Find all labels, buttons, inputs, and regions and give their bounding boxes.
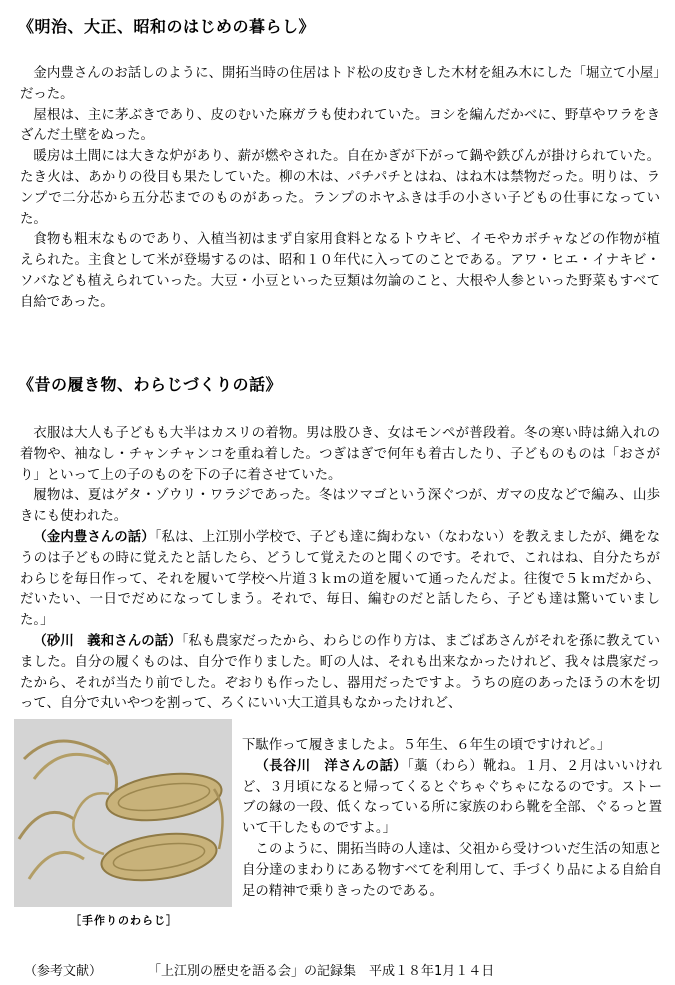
section2-paragraph-2: 履物は、夏はゲタ・ゾウリ・ワラジであった。冬はツマゴという深ぐつが、ガマの皮などで編み、山歩きにも使われた。: [20, 488, 660, 525]
straw-sandals-photo: [14, 719, 232, 907]
straw-sandals-illustration: [14, 719, 232, 907]
photo-caption: ［手作りのわらじ］: [70, 914, 178, 927]
reference-text: 「上江別の歴史を語る会」の記録集 平成１８年1月１４日: [148, 964, 495, 979]
quote-hasegawa: [242, 757, 662, 840]
speaker-sunagawa: （砂川 義和さんの話）: [33, 633, 182, 649]
quote-kanauchi-text: 「私は、上江別小学校で、子ども達に綯わない（なわない）を教えましたが、縄をなうのは子どもの時に覚えたと話したら、どうして覚えたのと聞くのです。それで、これはね、自分たちがわらじを毎日作って、それを履いて学校へ片道３ｋｍの道を履いて通ったんだよ。往復で５ｋｍだから、だいたい、一日でだめになってしまう。それで、毎日、編むのだと話したら、子ども達は驚いていました。」: [20, 529, 661, 629]
section2-paragraph-1: 衣服は大人も子どもも大半はカスリの着物。男は股ひき、女はモンペが普段着。冬の寒い時は綿入れの着物や、袖なし・チャンチャンコを重ね着した。つぎはぎで何年も着古したり、子どものものは「おさがり」といって上の子のものを下の子に着させていた。: [20, 426, 660, 483]
section1-paragraph-3: 暖房は土間には大きな炉があり、薪が燃やされた。自在かぎが下がって鍋や鉄びんが掛けられていた。たき火は、あかりの役目も果たしていた。柳の木は、パチパチとはね、はね木は禁物だった。明りは、ランプで二分芯から五分芯までのものがあった。ランプのホヤふきは手の小さい子どもの仕事になっていた。: [20, 149, 660, 227]
section1-paragraph-4: 食物も粗末なものであり、入植当初はまず自家用食料となるトウキビ、イモやカボチャなどの作物が植えられた。主食として米が登場するのは、昭和１０年代に入ってのことである。アワ・ヒエ・イナキビ・ソバなども植えられていった。大豆・小豆といった豆類は勿論のこと、大根や人参といった野菜もすべて自給であった。: [20, 232, 660, 310]
quote-sunagawa-continued: 下駄作って履きましたよ。５年生、６年生の頃ですけれど。」: [242, 738, 611, 753]
quote-hasegawa-text: 「藁（わら）靴ね。１月、２月はいいけれど、３月頃になると帰ってくるとぐちゃぐちゃになるのです。ストーブの縁の一段、低くなっている所に家族のわら靴を全部、ぐるっと置いて干したものですよ。」: [242, 758, 663, 837]
speaker-hasegawa: （長谷川 洋さんの話）: [255, 758, 408, 774]
reference-label: （参考文献）: [24, 964, 103, 979]
closing-paragraph: このように、開拓当時の人達は、父祖から受けついだ生活の知恵と自分達のまわりにある物すべてを利用して、手づくり品による自給自足の精神で乗りきったのである。: [242, 841, 662, 899]
section1-paragraph-1: 金内豊さんのお話しのように、開拓当時の住居はトド松の皮むきした木材を組み木にした「堀立て小屋」だった。: [20, 66, 660, 102]
section1-heading: 《明治、大正、昭和のはじめの暮らし》: [18, 17, 316, 36]
section1-paragraph-2: 屋根は、主に茅ぶきであり、皮のむいた麻ガラも使われていた。ヨシを編んだかべに、野草やワラをきざんだ土壁をぬった。: [20, 107, 660, 144]
section2-heading: 《昔の履き物、わらじづくりの話》: [18, 375, 283, 394]
speaker-kanauchi: （金内豊さんの話）: [33, 529, 155, 545]
quote-sunagawa: [20, 632, 660, 715]
section2-narrow-body: [242, 736, 662, 902]
quote-kanauchi: [20, 528, 660, 632]
quote-sunagawa-text: 「私も農家だったから、わらじの作り方は、まごばあさんがそれを孫に教えていました。自分の履くものは、自分で作りました。町の人は、それも出来なかったけれど、我々は農家だったから、それが当たり前でした。ぞおりも作ったし、器用だったですよ。うちの庭のあったほうの木を切って、自分で丸いやつを割って、ろくにいい大工道具もなかったけれど、: [20, 633, 660, 712]
section2-body: [20, 424, 660, 715]
section1-body: [20, 64, 660, 314]
